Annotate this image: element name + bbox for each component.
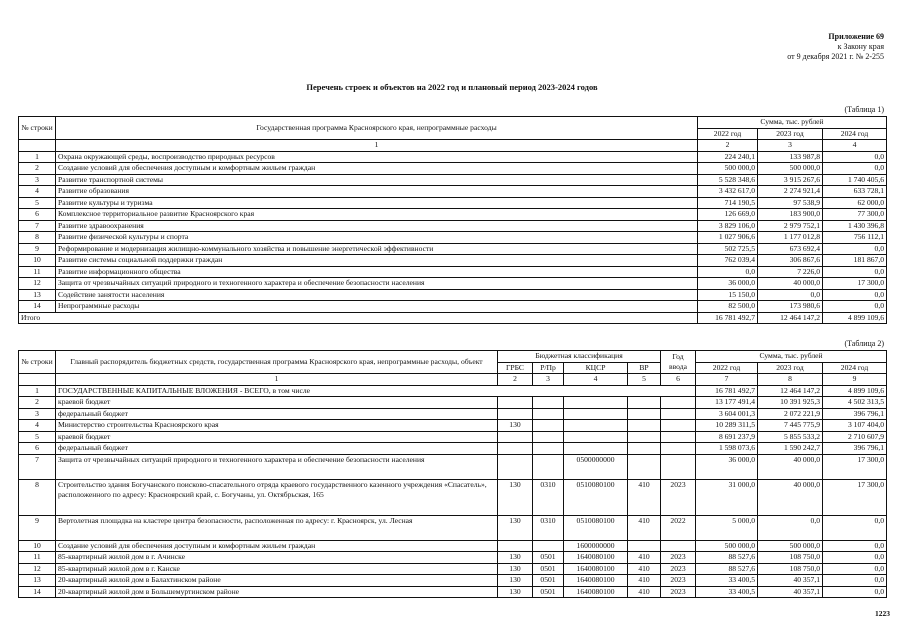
object-name: Защита от чрезвычайных ситуаций природного и техногенного характера и обеспечение безопасности населения [56, 454, 498, 479]
total-amount-2024: 4 899 109,6 [823, 312, 887, 324]
row-number: 1 [19, 385, 56, 397]
program-name: Содействие занятости населения [56, 289, 698, 301]
row-number: 12 [19, 563, 56, 575]
amount-2022: 36 000,0 [698, 278, 758, 290]
row-number: 2 [19, 397, 56, 409]
row-number: 7 [19, 454, 56, 479]
amount-2023: 108 750,0 [758, 563, 823, 575]
amount-2024: 0,0 [823, 575, 887, 587]
amount-2022: 1 027 906,6 [698, 232, 758, 244]
grbs-code: 130 [498, 563, 533, 575]
amount-2022: 13 177 491,4 [696, 397, 758, 409]
amount-2024: 17 300,0 [823, 278, 887, 290]
commission-year [661, 454, 696, 479]
amount-2023: 2 072 221,9 [758, 408, 823, 420]
object-name: Министерство строительства Красноярского края [56, 420, 498, 432]
rpr-code: 0501 [533, 552, 564, 564]
table-row [19, 408, 887, 420]
amount-2022: 126 669,0 [698, 209, 758, 221]
grbs-code [498, 397, 533, 409]
amount-2022: 3 432 617,0 [698, 186, 758, 198]
amount-2022: 16 781 492,7 [696, 385, 758, 397]
table-row [19, 220, 887, 232]
program-name: Развитие образования [56, 186, 698, 198]
table-row [19, 174, 887, 186]
table-row [19, 151, 887, 163]
amount-2024: 62 000,0 [823, 197, 887, 209]
header-rpr: Р/Пр [533, 362, 564, 374]
header-vr: ВР [628, 362, 661, 374]
index-cell: 3 [533, 374, 564, 386]
program-name: Развитие физической культуры и спорта [56, 232, 698, 244]
amount-2023: 7 445 775,9 [758, 420, 823, 432]
table1-total-row [19, 312, 887, 324]
amount-2024: 0,0 [823, 266, 887, 278]
object-name: краевой бюджет [56, 431, 498, 443]
amount-2024: 396 796,1 [823, 443, 887, 455]
rpr-code [533, 420, 564, 432]
commission-year [661, 408, 696, 420]
index-cell: 2 [498, 374, 533, 386]
rpr-code: 0310 [533, 515, 564, 540]
table-row [19, 575, 887, 587]
index-cell: 2 [698, 140, 758, 152]
object-name: Строительство здания Богучанского поисково-спасательного отряда краевого государственного казенного учреждения «Спасатель», расположенного по адресу: Красноярский край, с. Богучаны, ул. Октябрьская, 165 [56, 479, 498, 515]
vr-code: 410 [628, 575, 661, 587]
commission-year: 2023 [661, 563, 696, 575]
row-number: 3 [19, 408, 56, 420]
table-row [19, 515, 887, 540]
amount-2022: 88 527,6 [696, 563, 758, 575]
table-row [19, 243, 887, 255]
program-name: Развитие информационного общества [56, 266, 698, 278]
table-row [19, 443, 887, 455]
amount-2023: 2 979 752,1 [758, 220, 823, 232]
program-name: Защита от чрезвычайных ситуаций природного и техногенного характера и обеспечение безопасности населения [56, 278, 698, 290]
amount-2024: 0,0 [823, 243, 887, 255]
grbs-code: 130 [498, 420, 533, 432]
vr-code [628, 397, 661, 409]
commission-year [661, 431, 696, 443]
table-row [19, 278, 887, 290]
kcsr-code: 1640080100 [564, 563, 628, 575]
amount-2024: 1 430 396,8 [823, 220, 887, 232]
header-2023: 2023 год [758, 362, 823, 374]
amount-2022: 1 598 073,6 [696, 443, 758, 455]
table2-label: (Таблица 2) [844, 339, 884, 348]
index-cell [19, 374, 56, 386]
table1-label: (Таблица 1) [844, 105, 884, 114]
amount-2024: 633 728,1 [823, 186, 887, 198]
table-row [19, 540, 887, 552]
row-number: 5 [19, 431, 56, 443]
amount-2023: 500 000,0 [758, 540, 823, 552]
commission-year: 2023 [661, 575, 696, 587]
row-number: 12 [19, 278, 56, 290]
amount-2024: 0,0 [823, 552, 887, 564]
grbs-code: 130 [498, 515, 533, 540]
index-cell: 5 [628, 374, 661, 386]
header-budget-classification: Бюджетная классификация [498, 351, 661, 363]
table-row [19, 186, 887, 198]
header-kcsr: КЦСР [564, 362, 628, 374]
object-name: 85-квартирный жилой дом в г. Канске [56, 563, 498, 575]
vr-code: 410 [628, 586, 661, 598]
commission-year [661, 540, 696, 552]
header-2024: 2024 год [823, 362, 887, 374]
amount-2024: 17 300,0 [823, 479, 887, 515]
program-name: Развитие системы социальной поддержки граждан [56, 255, 698, 267]
index-cell: 7 [696, 374, 758, 386]
amount-2023: 1 177 012,8 [758, 232, 823, 244]
amount-2022: 3 829 106,0 [698, 220, 758, 232]
amount-2022: 502 725,5 [698, 243, 758, 255]
amount-2022: 3 604 001,3 [696, 408, 758, 420]
amount-2024: 17 300,0 [823, 454, 887, 479]
table-row [19, 209, 887, 221]
grbs-code [498, 540, 533, 552]
vr-code: 410 [628, 563, 661, 575]
amount-2023: 0,0 [758, 515, 823, 540]
amount-2023: 10 391 925,3 [758, 397, 823, 409]
appendix-law: к Закону края [837, 42, 884, 51]
row-number: 7 [19, 220, 56, 232]
header-num: № строки [19, 351, 56, 374]
table-row [19, 266, 887, 278]
program-name: Охрана окружающей среды, воспроизводство природных ресурсов [56, 151, 698, 163]
kcsr-code: 0500000000 [564, 454, 628, 479]
amount-2023: 7 226,0 [758, 266, 823, 278]
header-name: Главный распорядитель бюджетных средств, государственная программа Красноярского края, непрограммные расходы, объект [56, 351, 498, 374]
header-sum: Сумма, тыс. рублей [696, 351, 887, 363]
total-label: Итого [19, 312, 698, 324]
amount-2024: 0,0 [823, 586, 887, 598]
row-number: 14 [19, 586, 56, 598]
commission-year: 2023 [661, 479, 696, 515]
amount-2022: 10 289 311,5 [696, 420, 758, 432]
object-name: 20-квартирный жилой дом в Большемуртинском районе [56, 586, 498, 598]
row-number: 4 [19, 186, 56, 198]
amount-2023: 40 000,0 [758, 454, 823, 479]
kcsr-code: 0510080100 [564, 479, 628, 515]
amount-2023: 12 464 147,2 [758, 385, 823, 397]
vr-code: 410 [628, 515, 661, 540]
amount-2024: 3 107 404,0 [823, 420, 887, 432]
kcsr-code [564, 420, 628, 432]
document-title: Перечень строек и объектов на 2022 год и плановый период 2023-2024 годов [306, 82, 598, 92]
row-number: 2 [19, 163, 56, 175]
vr-code [628, 454, 661, 479]
amount-2024: 0,0 [823, 563, 887, 575]
header-year: Год ввода [661, 351, 696, 374]
row-number: 13 [19, 575, 56, 587]
amount-2022: 31 000,0 [696, 479, 758, 515]
index-cell: 4 [564, 374, 628, 386]
row-number: 6 [19, 209, 56, 221]
rpr-code: 0501 [533, 563, 564, 575]
table-row [19, 289, 887, 301]
object-name: федеральный бюджет [56, 408, 498, 420]
table-2 [18, 350, 887, 598]
object-name: Вертолетная площадка на кластере центра безопасности, расположенная по адресу: г. Красноярск, ул. Лесная [56, 515, 498, 540]
page-number: 1223 [875, 609, 890, 618]
table-row [19, 552, 887, 564]
table-row [19, 163, 887, 175]
amount-2023: 133 987,8 [758, 151, 823, 163]
amount-2023: 0,0 [758, 289, 823, 301]
amount-2022: 0,0 [698, 266, 758, 278]
commission-year [661, 397, 696, 409]
table-row [19, 255, 887, 267]
amount-2022: 500 000,0 [698, 163, 758, 175]
grbs-code: 130 [498, 575, 533, 587]
amount-2023: 2 274 921,4 [758, 186, 823, 198]
header-grbs: ГРБС [498, 362, 533, 374]
index-cell [19, 140, 56, 152]
row-number: 8 [19, 479, 56, 515]
commission-year: 2023 [661, 552, 696, 564]
program-name: Реформирование и модернизация жилищно-коммунального хозяйства и повышение энергетической эффективности [56, 243, 698, 255]
object-name: федеральный бюджет [56, 443, 498, 455]
amount-2023: 108 750,0 [758, 552, 823, 564]
grbs-code: 130 [498, 479, 533, 515]
amount-2022: 88 527,6 [696, 552, 758, 564]
index-cell: 1 [56, 140, 698, 152]
appendix-number: Приложение 69 [828, 32, 884, 41]
commission-year: 2023 [661, 586, 696, 598]
amount-2022: 5 528 348,6 [698, 174, 758, 186]
row-number: 4 [19, 420, 56, 432]
amount-2023: 40 357,1 [758, 586, 823, 598]
amount-2023: 500 000,0 [758, 163, 823, 175]
amount-2024: 77 300,0 [823, 209, 887, 221]
grbs-code [498, 408, 533, 420]
program-name: Развитие транспортной системы [56, 174, 698, 186]
object-name: Создание условий для обеспечения доступным и комфортным жильем граждан [56, 540, 498, 552]
program-name: Развитие здравоохранения [56, 220, 698, 232]
amount-2022: 500 000,0 [696, 540, 758, 552]
rpr-code [533, 408, 564, 420]
rpr-code: 0501 [533, 575, 564, 587]
table2-index-row [19, 374, 887, 386]
commission-year: 2022 [661, 515, 696, 540]
amount-2023: 1 590 242,7 [758, 443, 823, 455]
vr-code [628, 443, 661, 455]
rpr-code: 0501 [533, 586, 564, 598]
table-row [19, 454, 887, 479]
kcsr-code: 1640080100 [564, 575, 628, 587]
amount-2022: 224 240,1 [698, 151, 758, 163]
table1-header-row [19, 117, 887, 129]
row-number: 5 [19, 197, 56, 209]
amount-2022: 33 400,5 [696, 586, 758, 598]
row-number: 1 [19, 151, 56, 163]
header-2022: 2022 год [698, 128, 758, 140]
row-number: 11 [19, 266, 56, 278]
index-cell: 6 [661, 374, 696, 386]
amount-2022: 762 039,4 [698, 255, 758, 267]
amount-2024: 0,0 [823, 151, 887, 163]
table-row [19, 397, 887, 409]
rpr-code [533, 454, 564, 479]
vr-code [628, 408, 661, 420]
table1-index-row [19, 140, 887, 152]
amount-2023: 183 900,0 [758, 209, 823, 221]
amount-2023: 40 357,1 [758, 575, 823, 587]
row-number: 8 [19, 232, 56, 244]
amount-2023: 5 855 533,2 [758, 431, 823, 443]
kcsr-code [564, 431, 628, 443]
kcsr-code [564, 397, 628, 409]
program-name: Создание условий для обеспечения доступным и комфортным жильем граждан [56, 163, 698, 175]
row-number: 10 [19, 255, 56, 267]
kcsr-code [564, 408, 628, 420]
row-number: 14 [19, 301, 56, 313]
amount-2024: 2 710 607,9 [823, 431, 887, 443]
table-1 [18, 116, 887, 324]
kcsr-code: 0510080100 [564, 515, 628, 540]
kcsr-code: 1640080100 [564, 586, 628, 598]
amount-2024: 181 867,0 [823, 255, 887, 267]
amount-2022: 82 500,0 [698, 301, 758, 313]
header-sum: Сумма, тыс. рублей [698, 117, 887, 129]
amount-2023: 40 000,0 [758, 278, 823, 290]
rpr-code [533, 431, 564, 443]
table-row [19, 431, 887, 443]
commission-year [661, 443, 696, 455]
table-row [19, 586, 887, 598]
row-number: 6 [19, 443, 56, 455]
amount-2024: 0,0 [823, 515, 887, 540]
header-2022: 2022 год [696, 362, 758, 374]
table-row [19, 563, 887, 575]
amount-2023: 3 915 267,6 [758, 174, 823, 186]
amount-2024: 4 899 109,6 [823, 385, 887, 397]
index-cell: 4 [823, 140, 887, 152]
kcsr-code: 1600000000 [564, 540, 628, 552]
grbs-code [498, 431, 533, 443]
program-name: Комплексное территориальное развитие Красноярского края [56, 209, 698, 221]
kcsr-code: 1640080100 [564, 552, 628, 564]
grbs-code: 130 [498, 586, 533, 598]
amount-2022: 714 190,5 [698, 197, 758, 209]
index-cell: 8 [758, 374, 823, 386]
object-name: 85-квартирный жилой дом в г. Ачинске [56, 552, 498, 564]
table-row [19, 385, 887, 397]
header-2023: 2023 год [758, 128, 823, 140]
object-name: 20-квартирный жилой дом в Балахтинском районе [56, 575, 498, 587]
program-name: Развитие культуры и туризма [56, 197, 698, 209]
header-num: № строки [19, 117, 56, 140]
amount-2022: 5 000,0 [696, 515, 758, 540]
object-name: ГОСУДАРСТВЕННЫЕ КАПИТАЛЬНЫЕ ВЛОЖЕНИЯ - ВСЕГО, в том числе [56, 385, 696, 397]
amount-2023: 40 000,0 [758, 479, 823, 515]
grbs-code [498, 454, 533, 479]
amount-2022: 36 000,0 [696, 454, 758, 479]
row-number: 3 [19, 174, 56, 186]
amount-2024: 756 112,1 [823, 232, 887, 244]
program-name: Непрограммные расходы [56, 301, 698, 313]
vr-code [628, 540, 661, 552]
table-row [19, 301, 887, 313]
amount-2023: 173 980,6 [758, 301, 823, 313]
table-row [19, 420, 887, 432]
commission-year [661, 420, 696, 432]
table-row [19, 197, 887, 209]
index-cell: 1 [56, 374, 498, 386]
total-amount-2022: 16 781 492,7 [698, 312, 758, 324]
amount-2023: 306 867,6 [758, 255, 823, 267]
grbs-code: 130 [498, 552, 533, 564]
row-number: 13 [19, 289, 56, 301]
total-amount-2023: 12 464 147,2 [758, 312, 823, 324]
header-2024: 2024 год [823, 128, 887, 140]
appendix-date: от 9 декабря 2021 г. № 2-255 [787, 52, 884, 61]
rpr-code [533, 397, 564, 409]
vr-code: 410 [628, 552, 661, 564]
header-name: Государственная программа Красноярского края, непрограммные расходы [56, 117, 698, 140]
row-number: 9 [19, 243, 56, 255]
row-number: 10 [19, 540, 56, 552]
index-cell: 9 [823, 374, 887, 386]
rpr-code [533, 443, 564, 455]
vr-code [628, 431, 661, 443]
vr-code: 410 [628, 479, 661, 515]
rpr-code [533, 540, 564, 552]
appendix-header [787, 32, 884, 62]
amount-2024: 0,0 [823, 301, 887, 313]
amount-2024: 4 502 313,5 [823, 397, 887, 409]
index-cell: 3 [758, 140, 823, 152]
amount-2024: 396 796,1 [823, 408, 887, 420]
vr-code [628, 420, 661, 432]
object-name: краевой бюджет [56, 397, 498, 409]
table-row [19, 479, 887, 515]
amount-2024: 0,0 [823, 540, 887, 552]
table-row [19, 232, 887, 244]
row-number: 9 [19, 515, 56, 540]
amount-2024: 1 740 405,6 [823, 174, 887, 186]
rpr-code: 0310 [533, 479, 564, 515]
amount-2022: 8 691 237,9 [696, 431, 758, 443]
table2-header-row [19, 351, 887, 363]
row-number: 11 [19, 552, 56, 564]
grbs-code [498, 443, 533, 455]
amount-2024: 0,0 [823, 289, 887, 301]
amount-2022: 15 150,0 [698, 289, 758, 301]
amount-2023: 97 538,9 [758, 197, 823, 209]
amount-2022: 33 400,5 [696, 575, 758, 587]
amount-2024: 0,0 [823, 163, 887, 175]
kcsr-code [564, 443, 628, 455]
amount-2023: 673 692,4 [758, 243, 823, 255]
